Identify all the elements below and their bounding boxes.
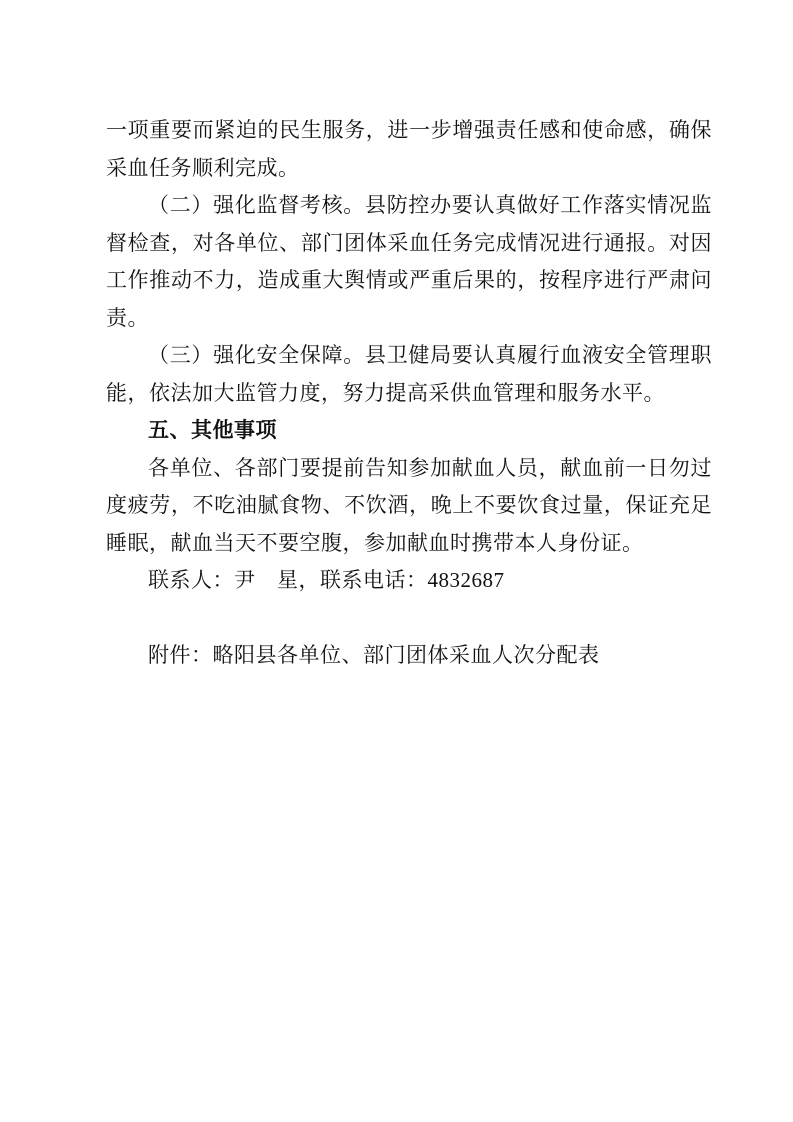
contact-name: 尹 星 (234, 568, 299, 592)
document-body (106, 112, 712, 675)
paragraph-safety (106, 337, 712, 412)
paragraph-donor-notice: 各单位、各部门要提前告知参加献血人员，献血前一日勿过度疲劳，不吃油腻食物、不饮酒，晚上不要饮食过量，保证充足睡眠，献血当天不要空腹，参加献血时携带本人身份证。 (106, 455, 712, 555)
paragraph-supervision (106, 187, 712, 337)
phone-label: ，联系电话： (298, 568, 428, 592)
paragraph-continuation: 一项重要而紧迫的民生服务，进一步增强责任感和使命感，确保采血任务顺利完成。 (106, 118, 712, 180)
safety-body: 县卫健局要认真履行血液安全管理职能，依法加大监管力度，努力提高采供血管理和服务水平。 (106, 343, 712, 405)
section-heading-other-matters: 五、其他事项 (148, 418, 277, 442)
contact-label: 联系人： (148, 568, 234, 592)
subsection-title-safety: （三）强化安全保障。 (148, 343, 365, 367)
phone-number: 4832687 (427, 568, 505, 592)
contact-line (106, 562, 712, 600)
attachment-line: 附件：略阳县各单位、部门团体采血人次分配表 (148, 643, 600, 667)
blank-line (106, 600, 712, 638)
supervision-body: 县防控办要认真做好工作落实情况监督检查，对各单位、部门团体采血任务完成情况进行通报。对因工作推动不力，造成重大舆情或严重后果的，按程序进行严肃问责。 (106, 193, 712, 330)
subsection-title-supervision: （二）强化监督考核。 (148, 193, 365, 217)
